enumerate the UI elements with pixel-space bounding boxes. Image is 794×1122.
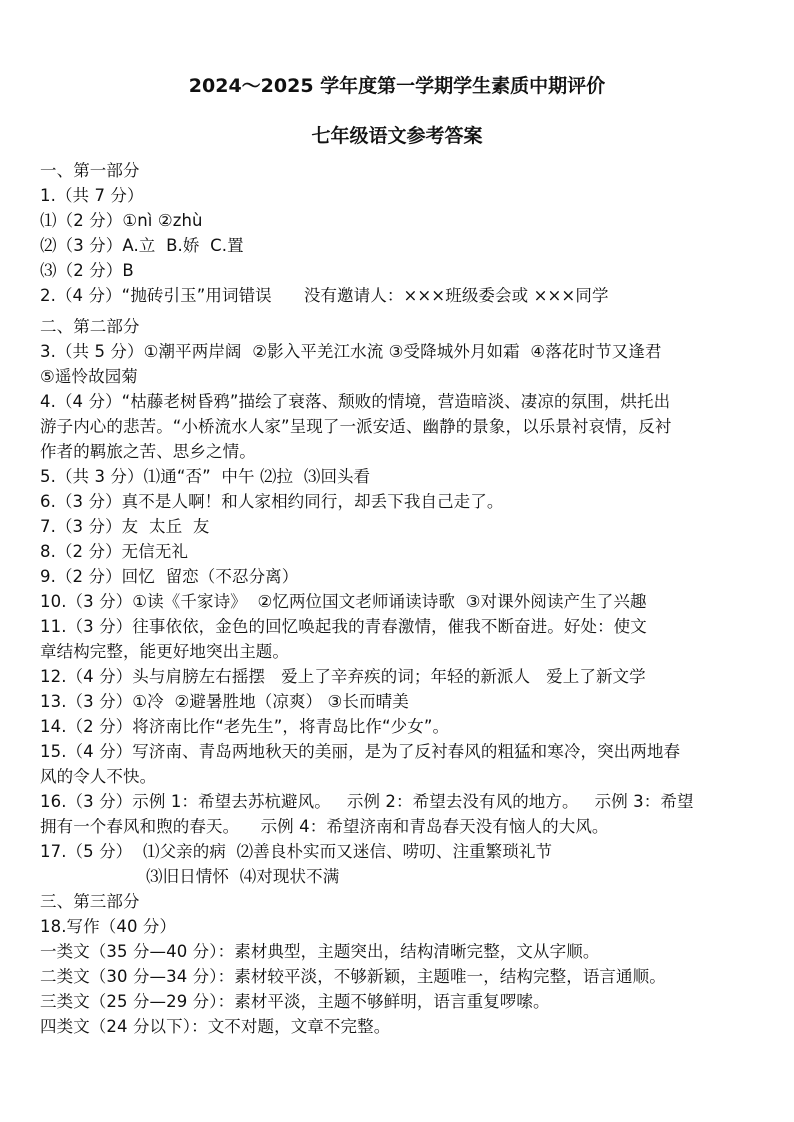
answer-line: 18.写作（40 分） (40, 917, 177, 936)
answer-line: 章结构完整，能更好地突出主题。 (40, 642, 289, 661)
answer-line: ⑵（3 分）A.立 B.娇 C.置 (40, 236, 244, 255)
answer-line: 15.（4 分）写济南、青岛两地秋天的美丽，是为了反衬春风的粗猛和寒冷，突出两地春 (40, 742, 681, 761)
section-heading-part-3: 三、第三部分 (40, 892, 140, 911)
answer-line: 3.（共 5 分）①潮平两岸阔 ②影入平羌江水流 ③受降城外月如霜 ④落花时节又逢君 (40, 342, 662, 361)
section-heading-part-2: 二、第二部分 (40, 317, 140, 336)
answer-line: 8.（2 分）无信无礼 (40, 542, 189, 561)
answer-line: 拥有一个春风和煦的春天。 示例 4：希望济南和青岛春天没有恼人的大风。 (40, 817, 609, 836)
answer-line: 11.（3 分）往事依依，金色的回忆唤起我的青春激情，催我不断奋进。好处：使文 (40, 617, 647, 636)
answer-line: ⑶旧日情怀 ⑷对现状不满 (146, 867, 340, 886)
answer-line: 14.（2 分）将济南比作“老先生”，将青岛比作“少女”。 (40, 717, 450, 736)
answer-line: 4.（4 分）“枯藤老树昏鸦”描绘了衰落、颓败的情境，营造暗淡、凄凉的氛围，烘托出 (40, 392, 671, 411)
answer-line: 10.（3 分）①读《千家诗》 ②忆两位国文老师诵读诗歌 ③对课外阅读产生了兴趣 (40, 592, 647, 611)
grading-criteria-line: 二类文（30 分—34 分）：素材较平淡，不够新颖，主题唯一，结构完整，语言通顺。 (40, 967, 666, 986)
answer-line: 1.（共 7 分） (40, 186, 144, 205)
grading-criteria-line: 一类文（35 分—40 分）：素材典型，主题突出，结构清晰完整，文从字顺。 (40, 942, 600, 961)
section-heading-part-1: 一、第一部分 (40, 161, 140, 180)
answer-line: 5.（共 3 分）⑴通“否” 中午 ⑵拉 ⑶回头看 (40, 467, 371, 486)
answer-line: 16.（3 分）示例 1：希望去苏杭避风。 示例 2：希望去没有风的地方。 示例 3：希望 (40, 792, 694, 811)
grading-criteria-line: 三类文（25 分—29 分）：素材平淡，主题不够鲜明，语言重复啰嗦。 (40, 992, 550, 1011)
grading-criteria-line: 四类文（24 分以下）：文不对题，文章不完整。 (40, 1017, 391, 1036)
answer-line: 12.（4 分）头与肩膀左右摇摆 爱上了辛弃疾的词；年轻的新派人 爱上了新文学 (40, 667, 646, 686)
answer-line: 13.（3 分）①冷 ②避暑胜地（凉爽） ③长而晴美 (40, 692, 409, 711)
answer-line: 17.（5 分） ⑴父亲的病 ⑵善良朴实而又迷信、唠叨、注重繁琐礼节 (40, 842, 553, 861)
answer-line: 9.（2 分）回忆 留恋（不忍分离） (40, 567, 299, 586)
answer-line: 风的令人不快。 (40, 767, 157, 786)
document-title: 2024～2025 学年度第一学期学生素质中期评价 (188, 75, 606, 97)
document-subtitle: 七年级语文参考答案 (311, 125, 483, 147)
answer-line: ⑶（2 分）B (40, 261, 134, 280)
answer-line: 7.（3 分）友 太丘 友 (40, 517, 210, 536)
answer-line: 作者的羁旅之苦、思乡之情。 (40, 442, 256, 461)
answer-line: ⑤遥怜故园菊 (40, 367, 138, 386)
answer-line: 2.（4 分）“抛砖引玉”用词错误 没有邀请人：×××班级委会或 ×××同学 (40, 286, 609, 305)
answer-line: ⑴（2 分）①nì ②zhù (40, 211, 203, 230)
answer-line: 游子内心的悲苦。“小桥流水人家”呈现了一派安适、幽静的景象，以乐景衬哀情，反衬 (40, 417, 672, 436)
answer-line: 6.（3 分）真不是人啊！和人家相约同行，却丢下我自己走了。 (40, 492, 504, 511)
